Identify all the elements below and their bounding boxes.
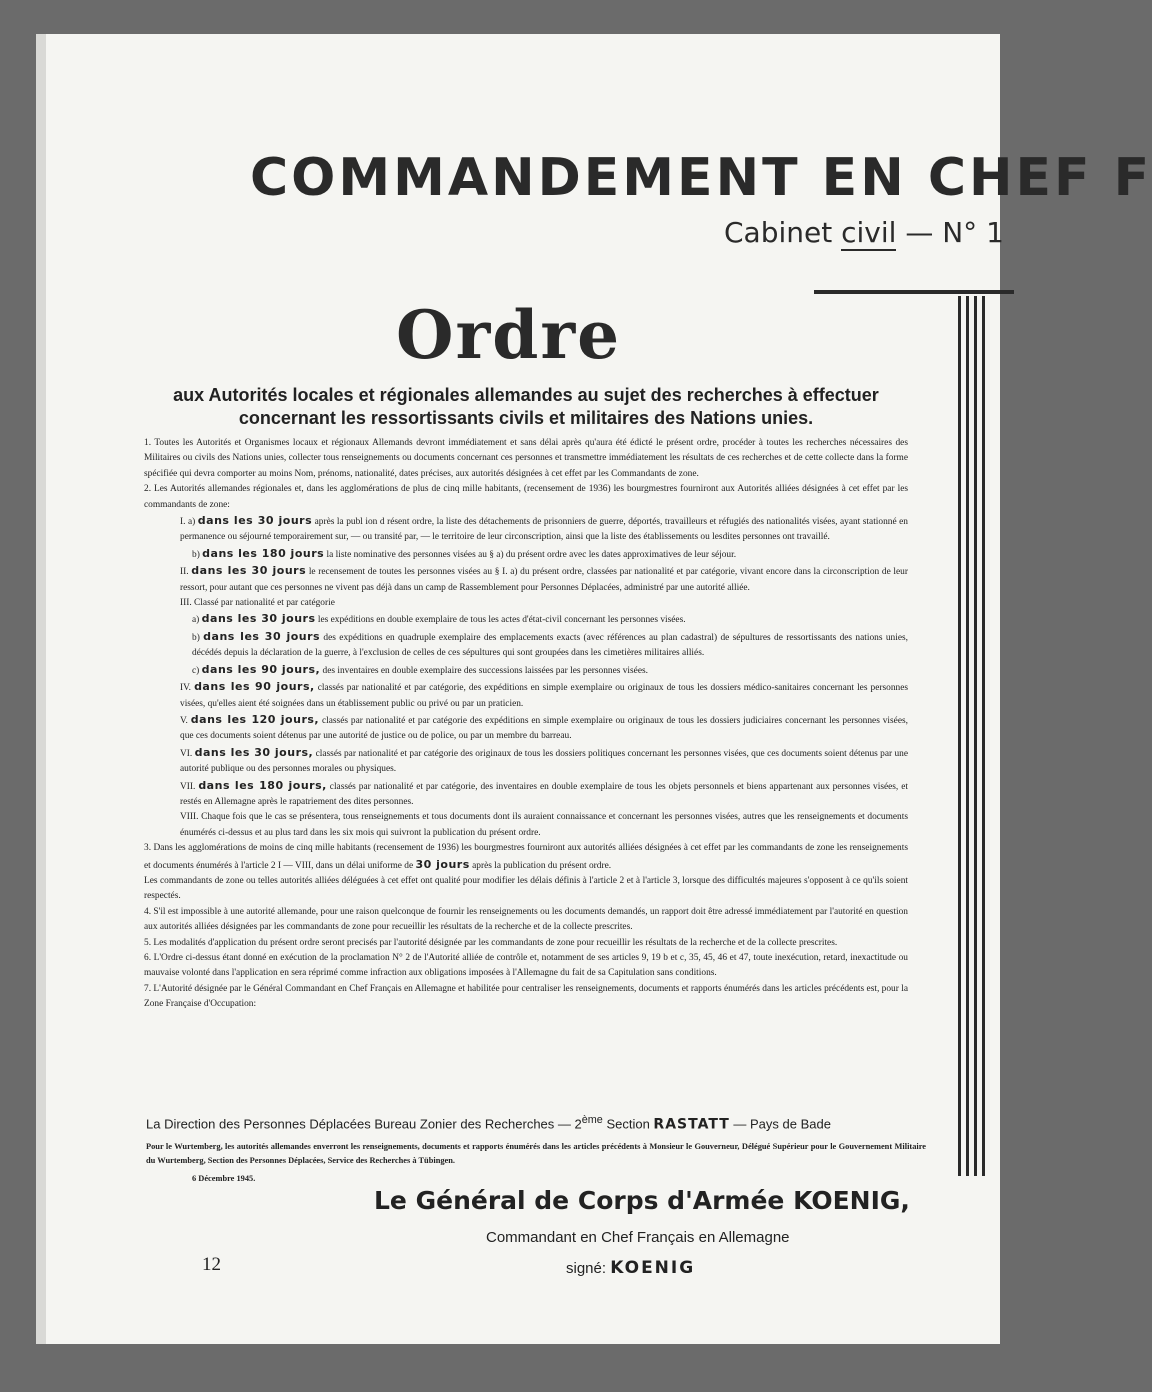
deadline-highlight: dans les 90 jours, [201, 662, 321, 676]
article-1: 1. Toutes les Autorités et Organismes locaux et régionaux Allemands devront immédiatement et sans délai après qu'aura été édicté le présent ordre, procéder à toutes les recherches nécessaires des Militaires ou civils des Nations unies, collecter tous renseignements ou documents concernant ces personnes et transmettre immédiatement les résultats de ces recherches et de cette collecte dans la forme spécifiée qui devra comporter au moins Nom, prénoms, nationalité, dates précises, aux autorités désignées à cet effet par les Commandants de zone. [144, 438, 908, 479]
signatory-title: Le Général de Corps d'Armée KOENIG, [374, 1186, 910, 1215]
article-2-vii [144, 778, 908, 811]
wurtemberg-note: Pour le Wurtemberg, les autorités allemandes enverront les renseignements, documents et rapports énumérés dans les articles précédents à Monsieur le Gouverneur, Délégué Supérieur pour le Gouvernement Militaire du Wurtemberg, Section des Personnes Déplacées, Service des Recherches à Tübingen. [146, 1142, 926, 1165]
article-2-v [144, 712, 908, 745]
order-title: Ordre [396, 296, 622, 374]
direction-prefix: La Direction des Personnes Déplacées Bureau Zonier des Recherches — 2 [146, 1116, 582, 1132]
article-2-i-b [144, 546, 908, 563]
article-3-suffix: après la publication du présent ordre. [469, 860, 612, 871]
item-text: des inventaires en double exemplaire des successions laissées par les personnes visées. [320, 665, 648, 676]
article-6: 6. L'Ordre ci-dessus étant donné en exécution de la proclamation N° 2 de l'Autorité alliée de contrôle et, notamment de ses articles 9, 19 b et c, 35, 45, 46 et 47, toute inexécution, retard, inexactitude ou mauvaise volonté dans l'application en sera réprimé comme infraction aux obligations imposées à l'Allemagne du fait de sa Capitulation sans conditions. [144, 953, 908, 979]
article-2-ii [144, 563, 908, 596]
item-text: le recensement de toutes les personnes visées au § I. a) du présent ordre, classées par nationalité et par catégorie, vivant encore dans la circonscription de leur ressort, pour autant que ces personnes ne vivent pas déjà dans un camp de Rassemblement pour Personnes Déplacées, administré par une autorité alliée. [180, 567, 908, 593]
order-date: 6 Décembre 1945. [192, 1174, 256, 1183]
signature-label: signé: [566, 1260, 611, 1277]
document-page [46, 34, 1152, 1344]
item-prefix: I. a) [180, 517, 198, 528]
item-prefix: V. [180, 715, 191, 726]
item-text: classés par nationalité et par catégorie des expéditions en simple exemplaire ou originaux de tous les dossiers judiciaires concernant les personnes visées, que ces documents soient détenus par une autorité de justice ou de police, ou par un membre du barreau. [180, 715, 908, 742]
item-text: les expéditions en double exemplaire de tous les actes d'état-civil concernant les personnes visées. [315, 615, 686, 626]
item-prefix: b) [192, 632, 204, 643]
deadline-highlight: dans les 120 jours, [190, 712, 320, 726]
item-text: la liste nominative des personnes visées au § a) du présent ordre avec les dates approximatives de leur séjour. [324, 549, 737, 560]
item-text: après la publ ion d résent ordre, la liste des détachements de prisonniers de guerre, déportés, travailleurs et réfugiés des nationalités visées, ayant stationné en permanence ou séjourné temporairement sur, — ou transité par, — le territoire de leur circonscription, ainsi que la liste des établissements ou lesdites personnes ont travaillé. [180, 517, 908, 543]
item-prefix: a) [192, 615, 202, 626]
item-text: classés par nationalité et par catégorie des originaux de tous les dossiers politiques concernant les personnes visées, que ces documents soient détenus par une autorité publique ou des personnes morales ou physiques. [180, 748, 909, 775]
item-prefix: VI. [180, 748, 195, 759]
order-subtitle [146, 384, 906, 430]
article-3-text: 3. Dans les agglomérations de moins de cinq mille habitants (recensement de 1936) les bourgmestres fourniront aux autorités alliées désignées à cet effet par les commandants de zone les renseignements et documents énumérés à l'article 2 I — VIII, dans un délai uniforme de [144, 843, 908, 871]
item-prefix: VII. [180, 781, 199, 792]
article-2-iv [144, 679, 908, 712]
item-prefix: II. [180, 567, 192, 578]
cabinet-suffix: — N° 1 [896, 216, 1004, 249]
article-2-iii-c [144, 662, 908, 679]
item-text: des expéditions en quadruple exemplaire des emplacements exacts (avec références au plan cadastral) de sépultures de ressortissants des nations unies, décédés depuis la déclaration de la guerre, à l'exclusion de celles de ces sépultures qui sont groupées dans les cimetières militaires alliés. [192, 632, 908, 659]
deadline-highlight: dans les 90 jours, [194, 680, 315, 694]
article-5: 5. Les modalités d'application du présent ordre seront precisés par l'autorité désignée par les commandants de zone pour recueillir les résultats de la recherche et de la collecte prescrites. [144, 937, 838, 948]
article-2: 2. Les Autorités allemandes régionales et, dans les agglomérations de plus de cinq mille habitants, (recensement de 1936) les bourgmestres fourniront aux Autorités alliées désignées à cet effet par les commandants de zone: [144, 484, 908, 510]
article-2-iii-a [144, 611, 908, 628]
item-prefix: c) [192, 665, 202, 676]
article-7: 7. L'Autorité désignée par le Général Commandant en Chef Français en Allemagne et habilitée pour centraliser les renseignements, documents et rapports énumérés dans les articles précédents est, pour la Zone Française d'Occupation: [144, 983, 908, 1010]
deadline-highlight: dans les 30 jours [191, 564, 307, 578]
page-number: 12 [202, 1254, 221, 1275]
deadline-highlight: dans les 30 jours [203, 629, 321, 643]
item-prefix: IV. [180, 683, 195, 694]
subtitle-line-2: concernant les ressortissants civils et militaires des Nations unies. [238, 408, 814, 428]
heading-rule [814, 290, 1014, 294]
article-2-iii: III. Classé par nationalité et par catégorie [180, 598, 335, 609]
article-3 [144, 841, 908, 874]
article-2-vi [144, 745, 908, 778]
cabinet-prefix: Cabinet [724, 216, 842, 249]
deadline-highlight: dans les 30 jours [201, 612, 316, 626]
article-4: 4. S'il est impossible à une autorité allemande, pour une raison quelconque de fournir les renseignements ou les documents demandés, un rapport doit être adressé immédiatement par l'autorité en question aux autorités alliées désignées par les commandants de zone pour recueillir les résultats de la recherche et de la collecte prescrites. [144, 906, 908, 933]
item-text: classés par nationalité et par catégorie, des expéditions en simple exemplaire ou originaux de tous les dossiers médico-sanitaires concernant les personnes visées, qu'elles aient été soignées dans un établissement public ou privé ou par un praticien. [180, 683, 908, 709]
article-2-iii-b [144, 629, 908, 662]
order-body [144, 436, 908, 1013]
item-prefix: b) [192, 549, 203, 560]
deadline-highlight: 30 jours [415, 857, 470, 871]
cabinet-heading [724, 216, 1004, 249]
main-heading: COMMANDEMENT EN CHEF F [250, 148, 1152, 208]
signatory-role: Commandant en Chef Français en Allemagne [486, 1229, 790, 1246]
subtitle-line-1: aux Autorités locales et régionales allemandes au sujet des recherches à effectuer [173, 385, 879, 405]
direction-middle: Section [602, 1116, 654, 1132]
deadline-highlight: dans les 180 jours [202, 546, 325, 560]
deadline-highlight: dans les 30 jours, [194, 745, 314, 759]
direction-sup: ème [581, 1114, 603, 1126]
article-3-note: Les commandants de zone ou telles autorités alliées déléguées à cet effet ont qualité pour modifier les délais définis à l'article 2 et à l'article 3, lorsque des difficultés majeures s'opposent à ce qu'ils soient respectés. [144, 875, 908, 902]
article-2-viii: VIII. Chaque fois que le cas se présentera, tous renseignements et tous documents dont ils auraient connaissance et concernant les personnes visées, autres que les renseignements et documents énumérés ci-dessus et au plus tard dans les six mois qui suivront la publication du présent ordre. [180, 812, 908, 838]
direction-city: RASTATT [653, 1116, 730, 1133]
article-2-i-a [144, 513, 908, 546]
direction-suffix: — Pays de Bade [729, 1116, 831, 1132]
cabinet-civil: civil [841, 216, 897, 249]
deadline-highlight: dans les 30 jours [197, 514, 313, 528]
signature-line [566, 1258, 695, 1278]
item-text: classés par nationalité et par catégorie, des inventaires en double exemplaire de tous les objets personnels et biens appartenant aux personnes visées, et restés en Allemagne après le rapatriement des dites personnes. [180, 781, 908, 807]
signature-name: KOENIG [610, 1258, 696, 1278]
deadline-highlight: dans les 180 jours, [198, 778, 327, 792]
vertical-rules [958, 296, 988, 1176]
direction-line [146, 1114, 926, 1132]
